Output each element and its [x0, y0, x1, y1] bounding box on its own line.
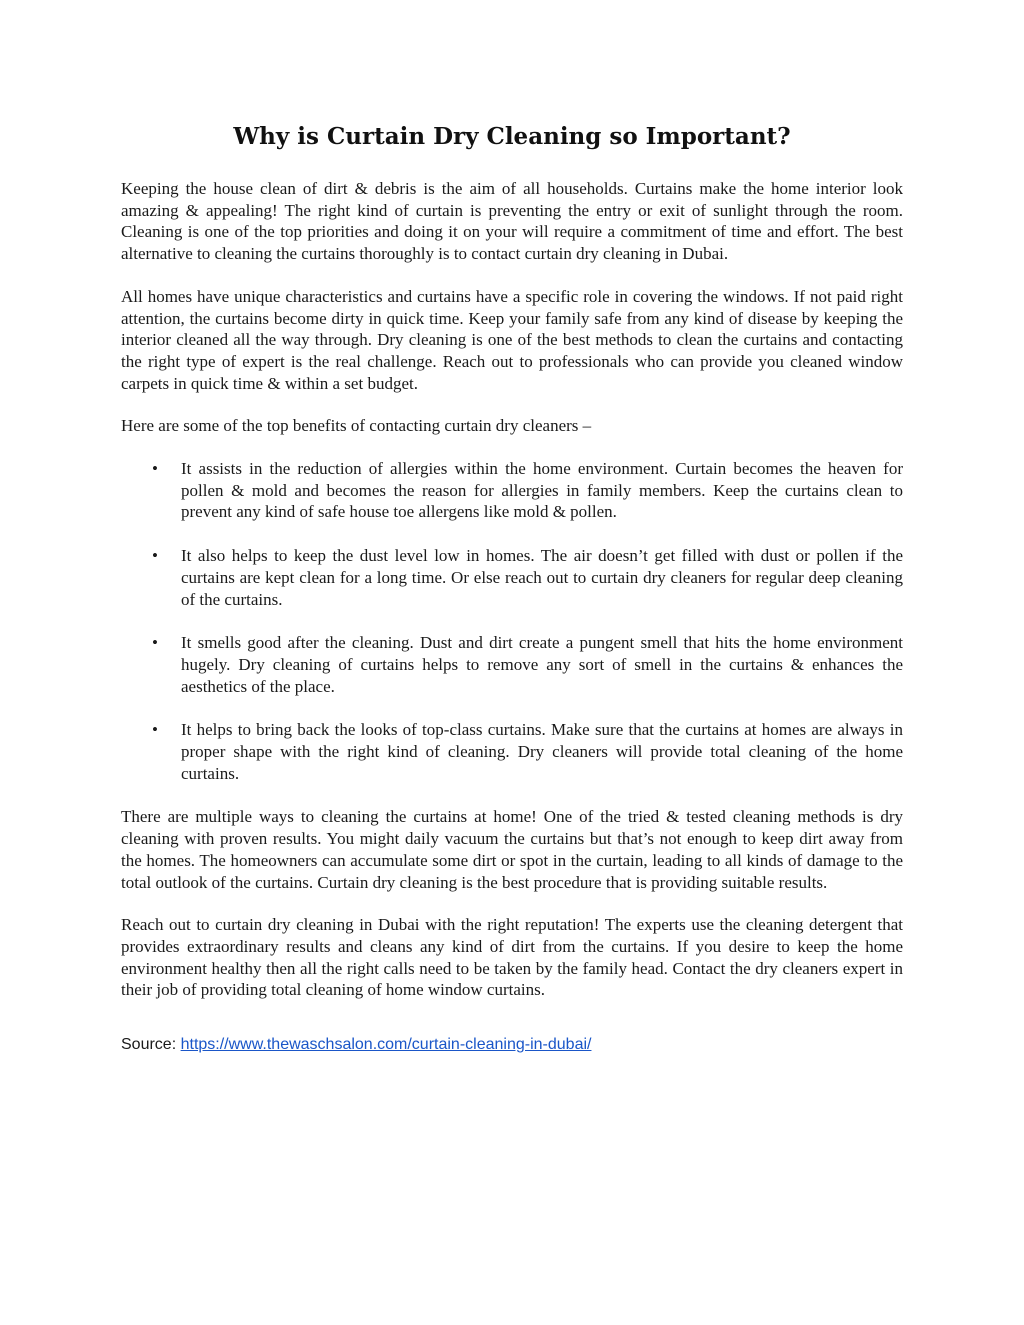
- list-item-text: It also helps to keep the dust level low in homes. The air doesn’t get filled with dust or pollen if the curtains are kept clean for a long time. Or else reach out to curtain dry cleaners for regular deep cleaning of the curtains.: [181, 546, 903, 609]
- list-item: [121, 632, 903, 697]
- source-line: [121, 1035, 903, 1055]
- benefits-list: [121, 458, 903, 784]
- source-link[interactable]: https://www.thewaschsalon.com/curtain-cleaning-in-dubai/: [180, 1036, 592, 1054]
- list-item-text: It assists in the reduction of allergies within the home environment. Curtain becomes the heaven for pollen & mold and becomes the reason for allergies in family members. Keep the curtains clean to prevent any kind of safe house toe allergens like mold & pollen.: [181, 459, 903, 522]
- bullet-icon: •: [152, 546, 158, 566]
- list-item-text: It smells good after the cleaning. Dust and dirt create a pungent smell that hits the home environment hugely. Dry cleaning of curtains helps to remove any sort of smell in the curtains & enhances the aesthetics of the place.: [181, 633, 903, 696]
- outro-paragraph-1: There are multiple ways to cleaning the curtains at home! One of the tried & tested cleaning methods is dry cleaning with proven results. You might daily vacuum the curtains but that’s not enough to keep dirt away from the homes. The homeowners can accumulate some dirt or spot in the curtain, leading to all kinds of damage to the total outlook of the curtains. Curtain dry cleaning is the best procedure that is providing suitable results.: [121, 807, 903, 892]
- list-item: [121, 545, 903, 610]
- bullet-icon: •: [152, 633, 158, 653]
- list-item: [121, 719, 903, 784]
- bullet-icon: •: [152, 720, 158, 740]
- bullet-icon: •: [152, 459, 158, 479]
- outro-paragraph-2: Reach out to curtain dry cleaning in Dubai with the right reputation! The experts use the cleaning detergent that provides extraordinary results and cleans any kind of dirt from the curtains. If you desire to keep the home environment healthy then all the right calls need to be taken by the family head. Contact the dry cleaners expert in their job of providing total cleaning of home window curtains.: [121, 915, 903, 1000]
- source-label: Source:: [121, 1036, 181, 1054]
- list-item-text: It helps to bring back the looks of top-class curtains. Make sure that the curtains at homes are always in proper shape with the right kind of cleaning. Dry cleaners will provide total cleaning of the home curtains.: [181, 720, 903, 783]
- intro-paragraph-1: Keeping the house clean of dirt & debris is the aim of all households. Curtains make the home interior look amazing & appealing! The right kind of curtain is preventing the entry or exit of sunlight through the room. Cleaning is one of the top priorities and doing it on your will require a commitment of time and effort. The best alternative to cleaning the curtains thoroughly is to contact curtain dry cleaning in Dubai.: [121, 179, 903, 264]
- document-page: [121, 118, 903, 1055]
- intro-paragraph-2: All homes have unique characteristics and curtains have a specific role in covering the windows. If not paid right attention, the curtains become dirty in quick time. Keep your family safe from any kind of disease by keeping the interior cleaned all the way through. Dry cleaning is one of the best methods to clean the curtains and contacting the right type of expert is the real challenge. Reach out to professionals who can provide you cleaned window carpets in quick time & within a set budget.: [121, 286, 903, 393]
- list-item: [121, 458, 903, 523]
- intro-paragraph-3: Here are some of the top benefits of contacting curtain dry cleaners –: [121, 416, 592, 436]
- document-title: Why is Curtain Dry Cleaning so Important?: [233, 123, 791, 150]
